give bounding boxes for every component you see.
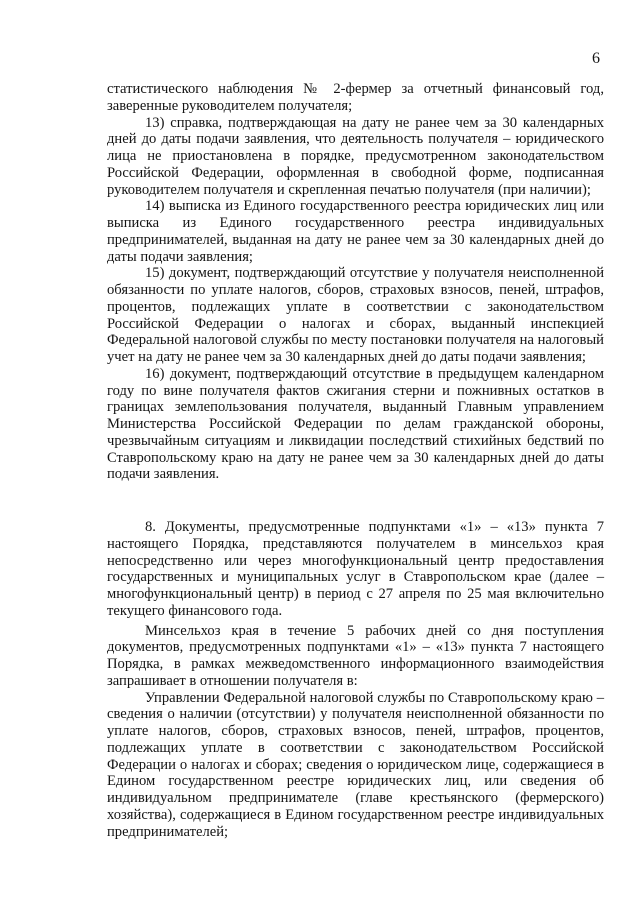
paragraph-item-15: 15) документ, подтверждающий отсутствие у получателя неисполненной обязанности по уплате налогов, сборов, страховых взносов, пеней, штрафов, процентов, подлежащих уплате в соответствии с законодательством Российской Федерации о налогах и сборах, выданный инспекцией Федеральной налоговой службы по месту постановки получателя на налоговый учет на дату не ранее чем за 30 календарных дней до даты подачи заявления; xyxy=(107,265,604,365)
document-section-8 xyxy=(107,519,604,840)
paragraph-ministry-request: Минсельхоз края в течение 5 рабочих дней со дня поступления документов, предусмотренных подпунктами «1» – «13» пункта 7 настоящего Порядка, в рамках межведомственного информационного взаимодействия запрашивает в отношении получателя в: xyxy=(107,622,604,689)
page-number: 6 xyxy=(592,50,600,67)
paragraph-continuation: статистического наблюдения № 2-фермер за отчетный финансовый год, заверенные руководителем получателя; xyxy=(107,81,604,114)
document-section-continuation xyxy=(107,81,604,483)
paragraph-clause-8: 8. Документы, предусмотренные подпунктами «1» – «13» пункта 7 настоящего Порядка, представляются получателем в минсельхоз края непосредственно или через многофункциональный центр предоставления государственных и муниципальных услуг в Ставропольском крае (далее – многофункциональный центр) в период с 27 апреля по 25 мая включительно текущего финансового года. xyxy=(107,519,604,619)
paragraph-item-16: 16) документ, подтверждающий отсутствие в предыдущем календарном году по вине получателя фактов сжигания стерни и пожнивных остатков в границах землепользования получателя, выданный Главным управлением Министерства Российской Федерации по делам гражданской обороны, чрезвычайным ситуациям и ликвидации последствий стихийных бедствий по Ставропольскому краю на дату не ранее чем за 30 календарных дней до даты подачи заявления. xyxy=(107,365,604,483)
paragraph-item-13: 13) справка, подтверждающая на дату не ранее чем за 30 календарных дней до даты подачи заявления, что деятельность получателя – юридического лица не приостановлена в порядке, предусмотренном законодательством Российской Федерации, оформленная в свободной форме, подписанная руководителем получателя и скрепленная печатью получателя (при наличии); xyxy=(107,114,604,198)
paragraph-tax-service: Управлении Федеральной налоговой службы по Ставропольскому краю – сведения о наличии (отсутствии) у получателя неисполненной обязанности по уплате налогов, сборов, страховых взносов, пеней, штрафов, процентов, подлежащих уплате в соответствии с законодательством Российской Федерации о налогах и сборах; сведения о юридическом лице, содержащиеся в Едином государственном реестре юридических лиц, или сведения об индивидуальном предпринимателе (главе крестьянского (фермерского) хозяйства), содержащиеся в Едином государственном реестре индивидуальных предпринимателей; xyxy=(107,689,604,840)
paragraph-item-14: 14) выписка из Единого государственного реестра юридических лиц или выписка из Единого государственного реестра индивидуальных предпринимателей, выданная на дату не ранее чем за 30 календарных дней до даты подачи заявления; xyxy=(107,198,604,265)
